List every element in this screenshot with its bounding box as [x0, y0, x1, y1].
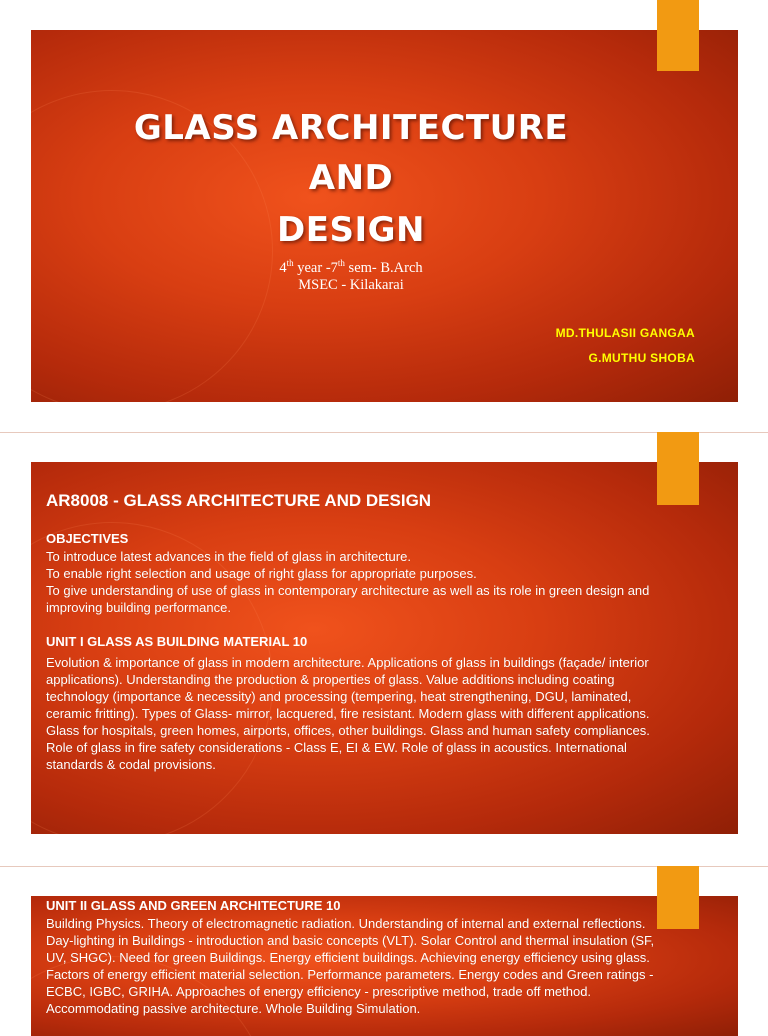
- author-name-2: G.MUTHU SHOBA: [588, 351, 695, 365]
- accent-tab: [657, 0, 699, 71]
- objective-line: To enable right selection and usage of right glass for appropriate purposes.: [46, 566, 477, 581]
- unit2-line: ECBC, IGBC, GRIHA. Approaches of energy efficiency - prescriptive method, trade off method.: [46, 984, 592, 999]
- unit2-heading: UNIT II GLASS AND GREEN ARCHITECTURE 10: [46, 898, 341, 913]
- syllabus-slide-2: [31, 896, 738, 1036]
- syllabus-slide: [31, 462, 738, 834]
- unit2-line: UV, SHGC). Need for green Buildings. Energy efficient buildings. Achieving energy efficiency using glass.: [46, 950, 650, 965]
- unit2-line: Building Physics. Theory of electromagnetic radiation. Understanding of internal and external reflections.: [46, 916, 646, 931]
- unit1-line: Evolution & importance of glass in modern architecture. Applications of glass in buildings (façade/ interior: [46, 655, 649, 670]
- objectives-heading: OBJECTIVES: [46, 531, 129, 546]
- objective-line: To give understanding of use of glass in contemporary architecture as well as its role in green design and: [46, 583, 650, 598]
- unit2-body: [46, 915, 725, 1017]
- unit2-line: Accommodating passive architecture. Whole Building Simulation.: [46, 1001, 421, 1016]
- unit1-line: Glass for hospitals, green homes, airports, offices, other buildings. Glass and human safety compliances.: [46, 723, 650, 738]
- accent-tab: [657, 866, 699, 929]
- unit1-line: applications). Understanding the production & properties of glass. Value additions including coating: [46, 672, 615, 687]
- author-name-1: MD.THULASII GANGAA: [555, 326, 695, 340]
- objective-line: To introduce latest advances in the field of glass in architecture.: [46, 549, 411, 564]
- semester-text: year -7: [293, 259, 338, 276]
- objectives-list: [46, 548, 725, 616]
- objective-line: improving building performance.: [46, 600, 231, 615]
- year-suffix: th: [286, 258, 294, 268]
- slide-separator: [0, 432, 768, 433]
- course-heading: AR8008 - GLASS ARCHITECTURE AND DESIGN: [46, 491, 432, 510]
- unit1-line: Role of glass in fire safety considerations - Class E, EI & EW. Role of glass in acoustics. International: [46, 740, 627, 755]
- title-slide: [31, 30, 738, 402]
- accent-tab: [657, 432, 699, 505]
- unit2-line: Factors of energy efficient material selection. Performance parameters. Energy codes and Green ratings -: [46, 967, 654, 982]
- year-number: 4: [279, 259, 287, 276]
- slide-title-line1: GLASS ARCHITECTURE: [133, 108, 569, 148]
- college-name: MSEC - Kilakarai: [298, 277, 404, 293]
- semester-suffix: th: [337, 258, 345, 268]
- slide-title-line3: DESIGN: [277, 210, 425, 250]
- slide-separator: [0, 866, 768, 867]
- unit1-line: ceramic fritting). Types of Glass- mirror, lacquered, fire resistant. Modern glass with different applications.: [46, 706, 650, 721]
- unit1-body: [46, 654, 725, 773]
- unit1-line: technology (importance & necessity) and processing (tempering, heat strengthening, DGU, laminated,: [46, 689, 632, 704]
- course-year-line: [31, 258, 671, 277]
- unit2-line: Day-lighting in Buildings - introduction and basic concepts (VLT). Solar Control and thermal insulation (SF,: [46, 933, 655, 948]
- unit1-heading: UNIT I GLASS AS BUILDING MATERIAL 10: [46, 634, 308, 649]
- slide-title-line2: AND: [308, 158, 394, 198]
- program-text: sem- B.Arch: [344, 259, 423, 276]
- unit1-line: standards & codal provisions.: [46, 757, 216, 772]
